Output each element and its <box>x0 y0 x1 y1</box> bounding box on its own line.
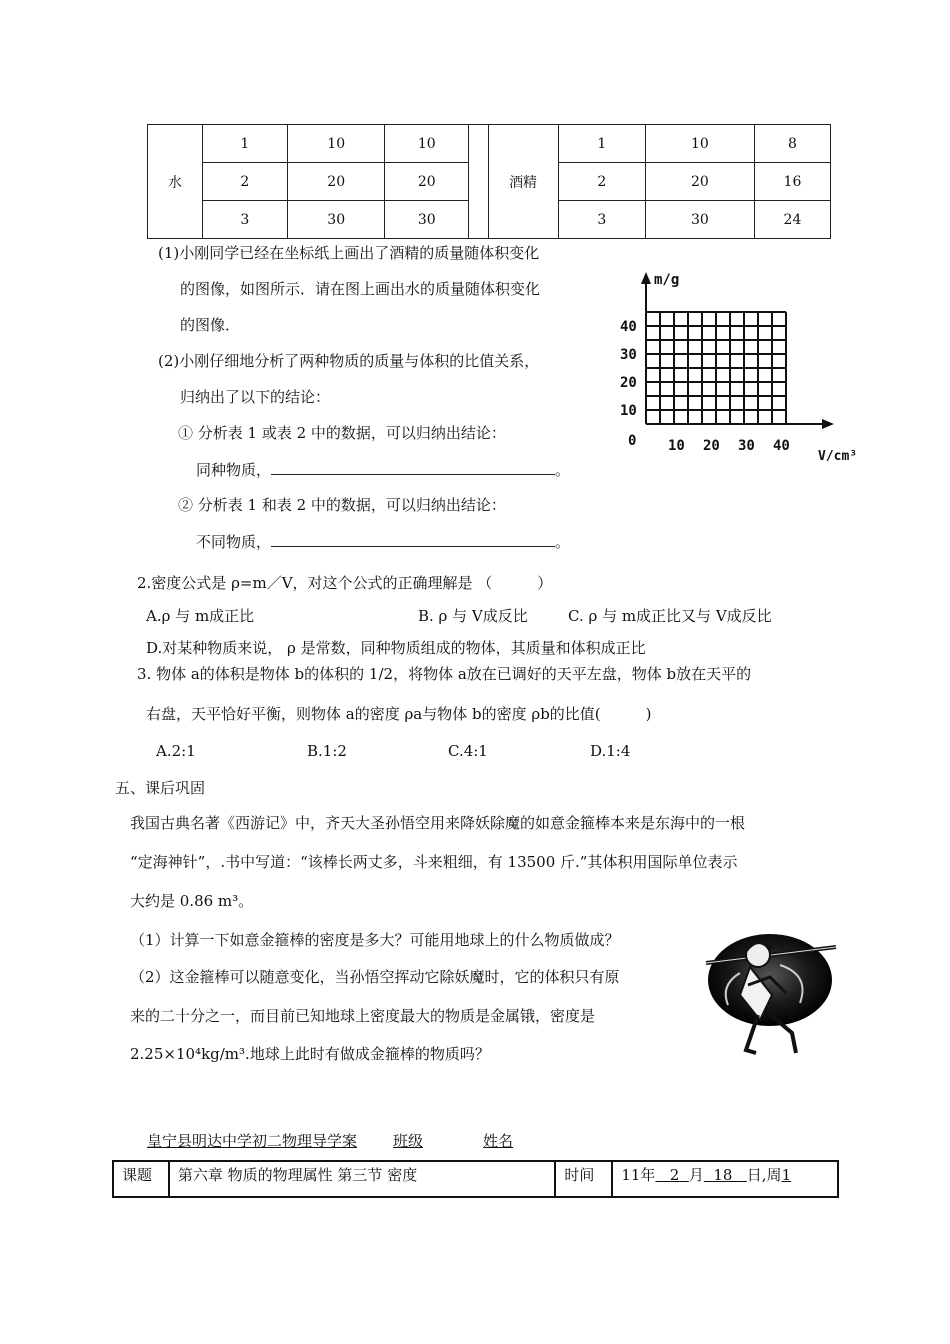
water-cell: 20 <box>288 163 385 201</box>
topic-title: 第六章 物质的物理属性 第三节 密度 <box>169 1161 556 1197</box>
class-label: 班级 <box>393 1132 424 1150</box>
section-5-question-2-line1: （2）这金箍棒可以随意变化，当孙悟空挥动它除妖魔时，它的体积只有原 <box>130 968 620 986</box>
conclusion-2-prompt: ② 分析表 1 和表 2 中的数据，可以归纳出结论： <box>178 496 506 514</box>
data-table <box>147 124 831 239</box>
water-cell: 10 <box>385 125 469 163</box>
x-tick: 40 <box>773 438 790 454</box>
q2-option-b[interactable]: B. ρ 与 V成反比 <box>418 607 528 625</box>
y-axis-arrow-icon <box>641 272 651 284</box>
water-cell: 1 <box>202 125 287 163</box>
x-tick: 30 <box>738 438 755 454</box>
alcohol-label: 酒精 <box>488 125 558 239</box>
alcohol-cell: 3 <box>558 201 645 239</box>
conclusion-2-prefix: 不同物质， <box>196 533 272 551</box>
x-axis-arrow-icon <box>822 419 834 429</box>
name-label: 姓名 <box>483 1132 514 1150</box>
water-cell: 2 <box>202 163 287 201</box>
alcohol-cell: 16 <box>754 163 830 201</box>
section-5-paragraph-2: “定海神针”，.书中写道：“该棒长两丈多，斗来粗细，有 13500 斤.”其体积用国际单位表示 <box>130 853 738 871</box>
water-label: 水 <box>148 125 203 239</box>
section-5-paragraph-3: 大约是 0.86 m³。 <box>130 892 254 910</box>
q2-stem: 2.密度公式是 ρ=m／V，对这个公式的正确理解是 （ ） <box>137 574 553 592</box>
graph-grid <box>646 312 786 424</box>
section-5-paragraph-1: 我国古典名著《西游记》中，齐天大圣孙悟空用来降妖除魔的如意金箍棒本来是东海中的一根 <box>130 814 746 832</box>
year: 11年 <box>621 1166 656 1184</box>
footer-header <box>147 1130 545 1151</box>
water-cell: 3 <box>202 201 287 239</box>
alcohol-cell: 8 <box>754 125 830 163</box>
alcohol-cell: 1 <box>558 125 645 163</box>
conclusion-2 <box>196 531 570 552</box>
topic-label: 课题 <box>113 1161 169 1197</box>
alcohol-cell: 10 <box>645 125 754 163</box>
q3-option-d[interactable]: D.1:4 <box>590 742 631 760</box>
x-tick: 20 <box>703 438 720 454</box>
alcohol-cell: 24 <box>754 201 830 239</box>
q1-part1-line3: 的图像． <box>180 316 241 334</box>
q2-option-a[interactable]: A.ρ 与 m成正比 <box>146 607 255 625</box>
time-label: 时间 <box>555 1161 612 1197</box>
y-tick: 30 <box>620 347 637 363</box>
alcohol-cell: 30 <box>645 201 754 239</box>
q3-line2: 右盘，天平恰好平衡，则物体 a的密度 ρa与物体 b的密度 ρb的比值( ) <box>146 705 652 723</box>
section-5-heading: 五、课后巩固 <box>115 779 206 797</box>
y-axis-label: m/g <box>654 272 680 288</box>
alcohol-cell: 2 <box>558 163 645 201</box>
section-5-question-2-line3: 2.25×10⁴kg/m³.地球上此时有做成金箍棒的物质吗？ <box>130 1045 490 1063</box>
q2-option-d[interactable]: D.对某种物质来说， ρ 是常数，同种物质组成的物体，其质量和体积成正比 <box>146 639 646 657</box>
weekday-value[interactable]: 1 <box>781 1166 792 1184</box>
day-value[interactable]: 18 <box>713 1166 733 1184</box>
q1-part2-line2: 归纳出了以下的结论： <box>180 388 331 406</box>
q2-option-c[interactable]: C. ρ 与 m成正比又与 V成反比 <box>568 607 772 625</box>
day-unit: 日,周 <box>746 1166 782 1184</box>
mass-volume-graph[interactable] <box>610 260 870 470</box>
school-name: 皇宁县明达中学初二物理导学案 <box>147 1132 358 1150</box>
q3-option-a[interactable]: A.2:1 <box>156 742 196 760</box>
q3-line1: 3. 物体 a的体积是物体 b的体积的 1/2，将物体 a放在已调好的天平左盘，物体 b放在天平的 <box>137 665 752 683</box>
conclusion-1-end: 。 <box>555 461 571 479</box>
water-cell: 30 <box>288 201 385 239</box>
q1-part2-line1: (2)小刚仔细地分析了两种物质的质量与体积的比值关系， <box>158 352 540 370</box>
table-divider <box>469 125 488 239</box>
water-cell: 20 <box>385 163 469 201</box>
y-tick: 40 <box>620 319 637 335</box>
topic-table <box>112 1160 839 1198</box>
answer-blank-1[interactable] <box>271 459 555 475</box>
conclusion-1-prefix: 同种物质， <box>196 461 272 479</box>
y-tick: 10 <box>620 403 637 419</box>
q3-option-c[interactable]: C.4:1 <box>448 742 488 760</box>
conclusion-1-prompt: ① 分析表 1 或表 2 中的数据，可以归纳出结论： <box>178 424 506 442</box>
conclusion-2-end: 。 <box>555 533 571 551</box>
date-field <box>612 1161 838 1197</box>
monkey-king-illustration <box>700 925 840 1060</box>
q3-option-b[interactable]: B.1:2 <box>307 742 347 760</box>
q1-part1-line1: (1)小刚同学已经在坐标纸上画出了酒精的质量随体积变化 <box>158 244 540 262</box>
water-cell: 10 <box>288 125 385 163</box>
alcohol-cell: 20 <box>645 163 754 201</box>
x-axis-label: V/cm³ <box>818 449 858 464</box>
y-tick: 20 <box>620 375 637 391</box>
section-5-question-1: （1）计算一下如意金箍棒的密度是多大？可能用地球上的什么物质做成？ <box>130 931 620 949</box>
section-5-question-2-line2: 来的二十分之一，而目前已知地球上密度最大的物质是金属锇，密度是 <box>130 1007 596 1025</box>
answer-blank-2[interactable] <box>271 531 555 547</box>
q1-part1-line2: 的图像，如图所示．请在图上画出水的质量随体积变化 <box>180 280 541 298</box>
x-tick: 10 <box>668 438 685 454</box>
conclusion-1 <box>196 459 570 480</box>
water-cell: 30 <box>385 201 469 239</box>
month-value[interactable]: 2 <box>669 1166 680 1184</box>
origin-label: 0 <box>628 433 637 449</box>
month-unit: 月 <box>688 1166 704 1184</box>
